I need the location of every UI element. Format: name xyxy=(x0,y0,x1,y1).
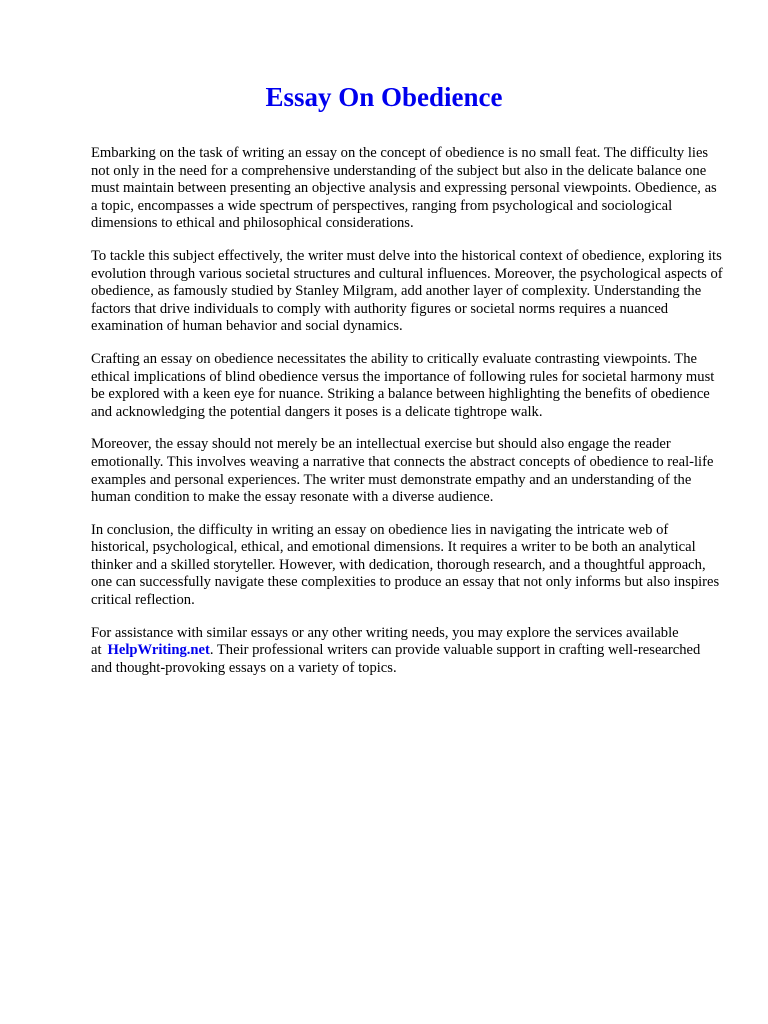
paragraph-5: In conclusion, the difficulty in writing an essay on obedience lies in navigating the intricate web of historical, psychological, ethical, and emotional dimensions. It requires a writer to be both an analytical thinker and a skilled storyteller. However, with dedication, thorough research, and a thoughtful approach, one can successfully navigate these complexities to produce an essay that not only informs but also inspires critical reflection. xyxy=(91,521,720,609)
paragraph-4: Moreover, the essay should not merely be an intellectual exercise but should also engage the reader emotionally. This involves weaving a narrative that connects the abstract concepts of obedience to real-life examples and personal experiences. The writer must demonstrate empathy and an understanding of the human condition to make the essay resonate with a diverse audience. xyxy=(91,436,714,506)
paragraph-1: Embarking on the task of writing an essay on the concept of obedience is no small feat. The difficulty lies not only in the need for a comprehensive understanding of the subject but also in the delicate balance one must maintain between presenting an objective analysis and expressing personal viewpoints. Obedience, as a topic, encompasses a wide spectrum of perspectives, ranging from psychological and sociological dimensions to ethical and philosophical considerations. xyxy=(91,145,717,232)
paragraph-6-before-link: For assistance with similar essays or any other writing needs, you may explore the services available at xyxy=(91,624,679,659)
paragraph-2: To tackle this subject effectively, the writer must delve into the historical context of obedience, exploring its evolution through various societal structures and cultural influences. Moreover, the psychological aspects of obedience, as famously studied by Stanley Milgram, add another layer of complexity. Understanding the factors that drive individuals to comply with authority figures or societal norms requires a nuanced examination of human behavior and social dynamics. xyxy=(91,247,723,335)
paragraph-3: Crafting an essay on obedience necessitates the ability to critically evaluate contrasting viewpoints. The ethical implications of blind obedience versus the importance of following rules for societal harmony must be explored with a keen eye for nuance. Striking a balance between highlighting the benefits of obedience and acknowledging the potential dangers it poses is a delicate tightrope walk. xyxy=(91,350,715,420)
page-title: Essay On Obedience xyxy=(265,82,503,112)
paragraph-6-after-link: . Their professional writers can provide valuable support in crafting well-researched and thought-provoking essays on a variety of topics. xyxy=(91,642,701,676)
paragraph-6 xyxy=(91,625,725,678)
helpwriting-link[interactable]: HelpWriting.net xyxy=(107,642,210,659)
essay-body xyxy=(91,145,725,692)
